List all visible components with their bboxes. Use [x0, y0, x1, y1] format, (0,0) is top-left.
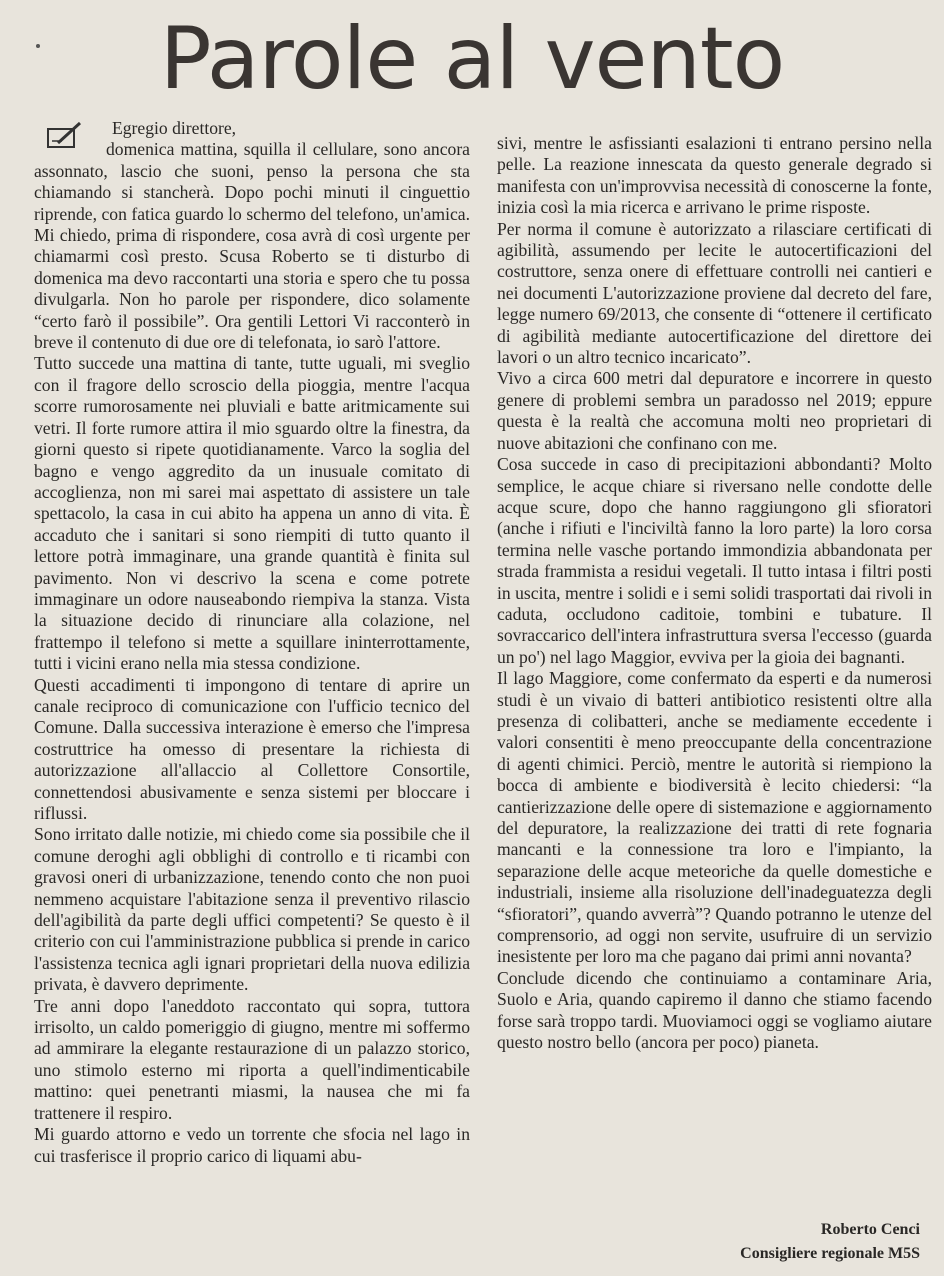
pen-writing-icon [46, 121, 86, 151]
paragraph: Questi accadimenti ti impongono di tentare di aprire un canale reciproco di comunicazione con l'ufficio tecnico del Comune. Dalla successiva interazione è emerso che l'impresa costruttrice ha omesso di presentare la richiesta di autorizzazione all'allaccio al Collettore Consortile, connettendosi abusivamente e senza sistemi per bloccare i riflussi. [34, 674, 470, 823]
paragraph: Il lago Maggiore, come confermato da esperti e da numerosi studi è un vivaio di batteri antibiotico resistenti oltre alla presenza di colibatteri, anche se mediamente eccedente i valori consentiti è meno preoccupante della concentrazione di agenti chimici. Perciò, mentre le autorità si riempiono la bocca di ambiente e biodiversità è lecito chiedersi: “la cantierizzazione delle opere di sistemazione e aggiornamento del depuratore, la realizzazione dei tratti di rete fognaria mancanti e la connessione tra loro e l'impianto, la separazione delle acque meteoriche da quelle domestiche e industriali, insieme alla risoluzione dell'inadeguatezza degli “sfioratori”, quando avverrà”? Quando potranno le utenze del comprensorio, ad oggi non servite, usufruire di un servizio inesistente per loro ma che pagano dai primi anni novanta? [497, 668, 932, 967]
paragraph: Conclude dicendo che continuiamo a contaminare Aria, Suolo e Aria, quando capiremo il danno che stiamo facendo forse sarà troppo tardi. Muoviamoci oggi se vogliamo aiutare questo nostro bello (ancora per poco) pianeta. [497, 967, 932, 1053]
paragraph: Tutto succede una mattina di tante, tutte uguali, mi sveglio con il fragore dello scroscio della pioggia, mentre l'acqua scorre rumorosamente nei pluviali e batte aritmicamente sui vetri. Il forte rumore attira il mio sguardo oltre la finestra, da giorni questo si ripete quotidianamente. Varco la soglia del bagno e vengo aggredito da un inusuale comitato di accoglienza, non mi sarei mai aspettato di assistere un tale spettacolo, la casa in cui abito ha appena un anno di vita. È accaduto che i sanitari si sono riempiti di tutto quanto il lettore potrà immaginare, una grande quantità è finita sul pavimento. Non vi descrivo la scena e come potrete immaginare un odore nauseabondo riempiva la stanza. Vista la situazione decido di rinunciare alla colazione, nel frattempo il telefono si mette a squillare ininterrottamente, tutti i vicini erano nella mia stessa condizione. [34, 353, 470, 674]
paragraph: Mi guardo attorno e vedo un torrente che sfocia nel lago in cui trasferisce il proprio carico di liquami abu- [34, 1124, 470, 1166]
headline: Parole al vento [159, 9, 785, 109]
paragraph: domenica mattina, squilla il cellulare, sono ancora assonnato, lascio che suoni, penso la persona che sta chiamando si stancherà. Dopo pochi minuti il cinguettio riprende, con fatica guardo lo schermo del telefono, un'amica. Mi chiedo, prima di rispondere, cosa avrà di così urgente per chiamarmi così presto. Scusa Roberto se ti disturbo di domenica ma devo raccontarti una storia e spero che tu possa divulgarla. Non ho parole per rispondere, dico solamente “certo farò il possibile”. Ora gentili Lettori Vi racconterò in breve il contenuto di due ore di telefonata, io sarò l'attore. [34, 139, 470, 353]
paragraph: Tre anni dopo l'aneddoto raccontato qui sopra, tuttora irrisolto, un caldo pomeriggio di giugno, mentre mi soffermo ad ammirare la elegante restaurazione di un palazzo storico, uno stimolo esterno mi riporta a quell'indimenticabile mattino: quei penetranti miasmi, la nausea che mi fa trattenere il respiro. [34, 995, 470, 1123]
paragraph: sivi, mentre le asfissianti esalazioni ti entrano persino nella pelle. La reazione innescata da questo generale degrado si manifesta con un'improvvisa necessità di conoscerne la fonte, inizia così la mia ricerca e arrivano le prime risposte. [497, 133, 932, 218]
salutation: Egregio direttore, [112, 118, 237, 138]
paragraph: Per norma il comune è autorizzato a rilasciare certificati di agibilità, assumendo per lecite le autocertificazioni del costruttore, senza onere di effettuare controlli nei cantieri e nei documenti L'autorizzazione proviene dal decreto del fare, legge numero 69/2013, che consente di “ottenere il certificato di agibilità mediante autocertificazione del direttore dei lavori o un altro tecnico incaricato”. [497, 218, 932, 368]
paragraph: Cosa succede in caso di precipitazioni abbondanti? Molto semplice, le acque chiare si riversano nelle condotte delle acque scure, dopo che hanno raggiungono gli sfioratori (anche i rifiuti e l'inciviltà fanno la loro parte) la loro corsa termina nelle vasche portando immondizia abbandonata per strada frammista a residui vegetali. Il tutto intasa i filtri posti in uscita, mentre i solidi e i semi solidi trasportati dai rivoli in caduta, occludono caditoie, tombini e tubature. Il sovraccarico dell'intera infrastruttura sversa l'eccesso (guarda un po') nel lago Maggior, evviva per la gioia dei bagnanti. [497, 454, 932, 667]
right-column [497, 133, 932, 1053]
signature-role: Consigliere regionale M5S [740, 1245, 920, 1262]
left-column [34, 118, 470, 1167]
signature-name: Roberto Cenci [820, 1221, 920, 1238]
paragraph: Sono irritato dalle notizie, mi chiedo come sia possibile che il comune deroghi agli obblighi di controllo e ti ricambi con gravosi oneri di urbanizzazione, tenendo conto che non puoi nemmeno acquistare l'abitazione senza il preventivo rilascio dell'agibilità da parte degli uffici competenti? Se questo è il criterio con cui l'amministrazione pubblica si prende in carico l'assistenza tecnica agli ignari proprietari della nuova edilizia privata, è davvero deprimente. [34, 824, 470, 995]
paragraph: Vivo a circa 600 metri dal depuratore e incorrere in questo genere di problemi sembra un paradosso nel 2019; eppure questa è la realtà che accomuna molti neo proprietari di nuove abitazioni che confinano con me. [497, 368, 932, 453]
signature [740, 1218, 920, 1266]
